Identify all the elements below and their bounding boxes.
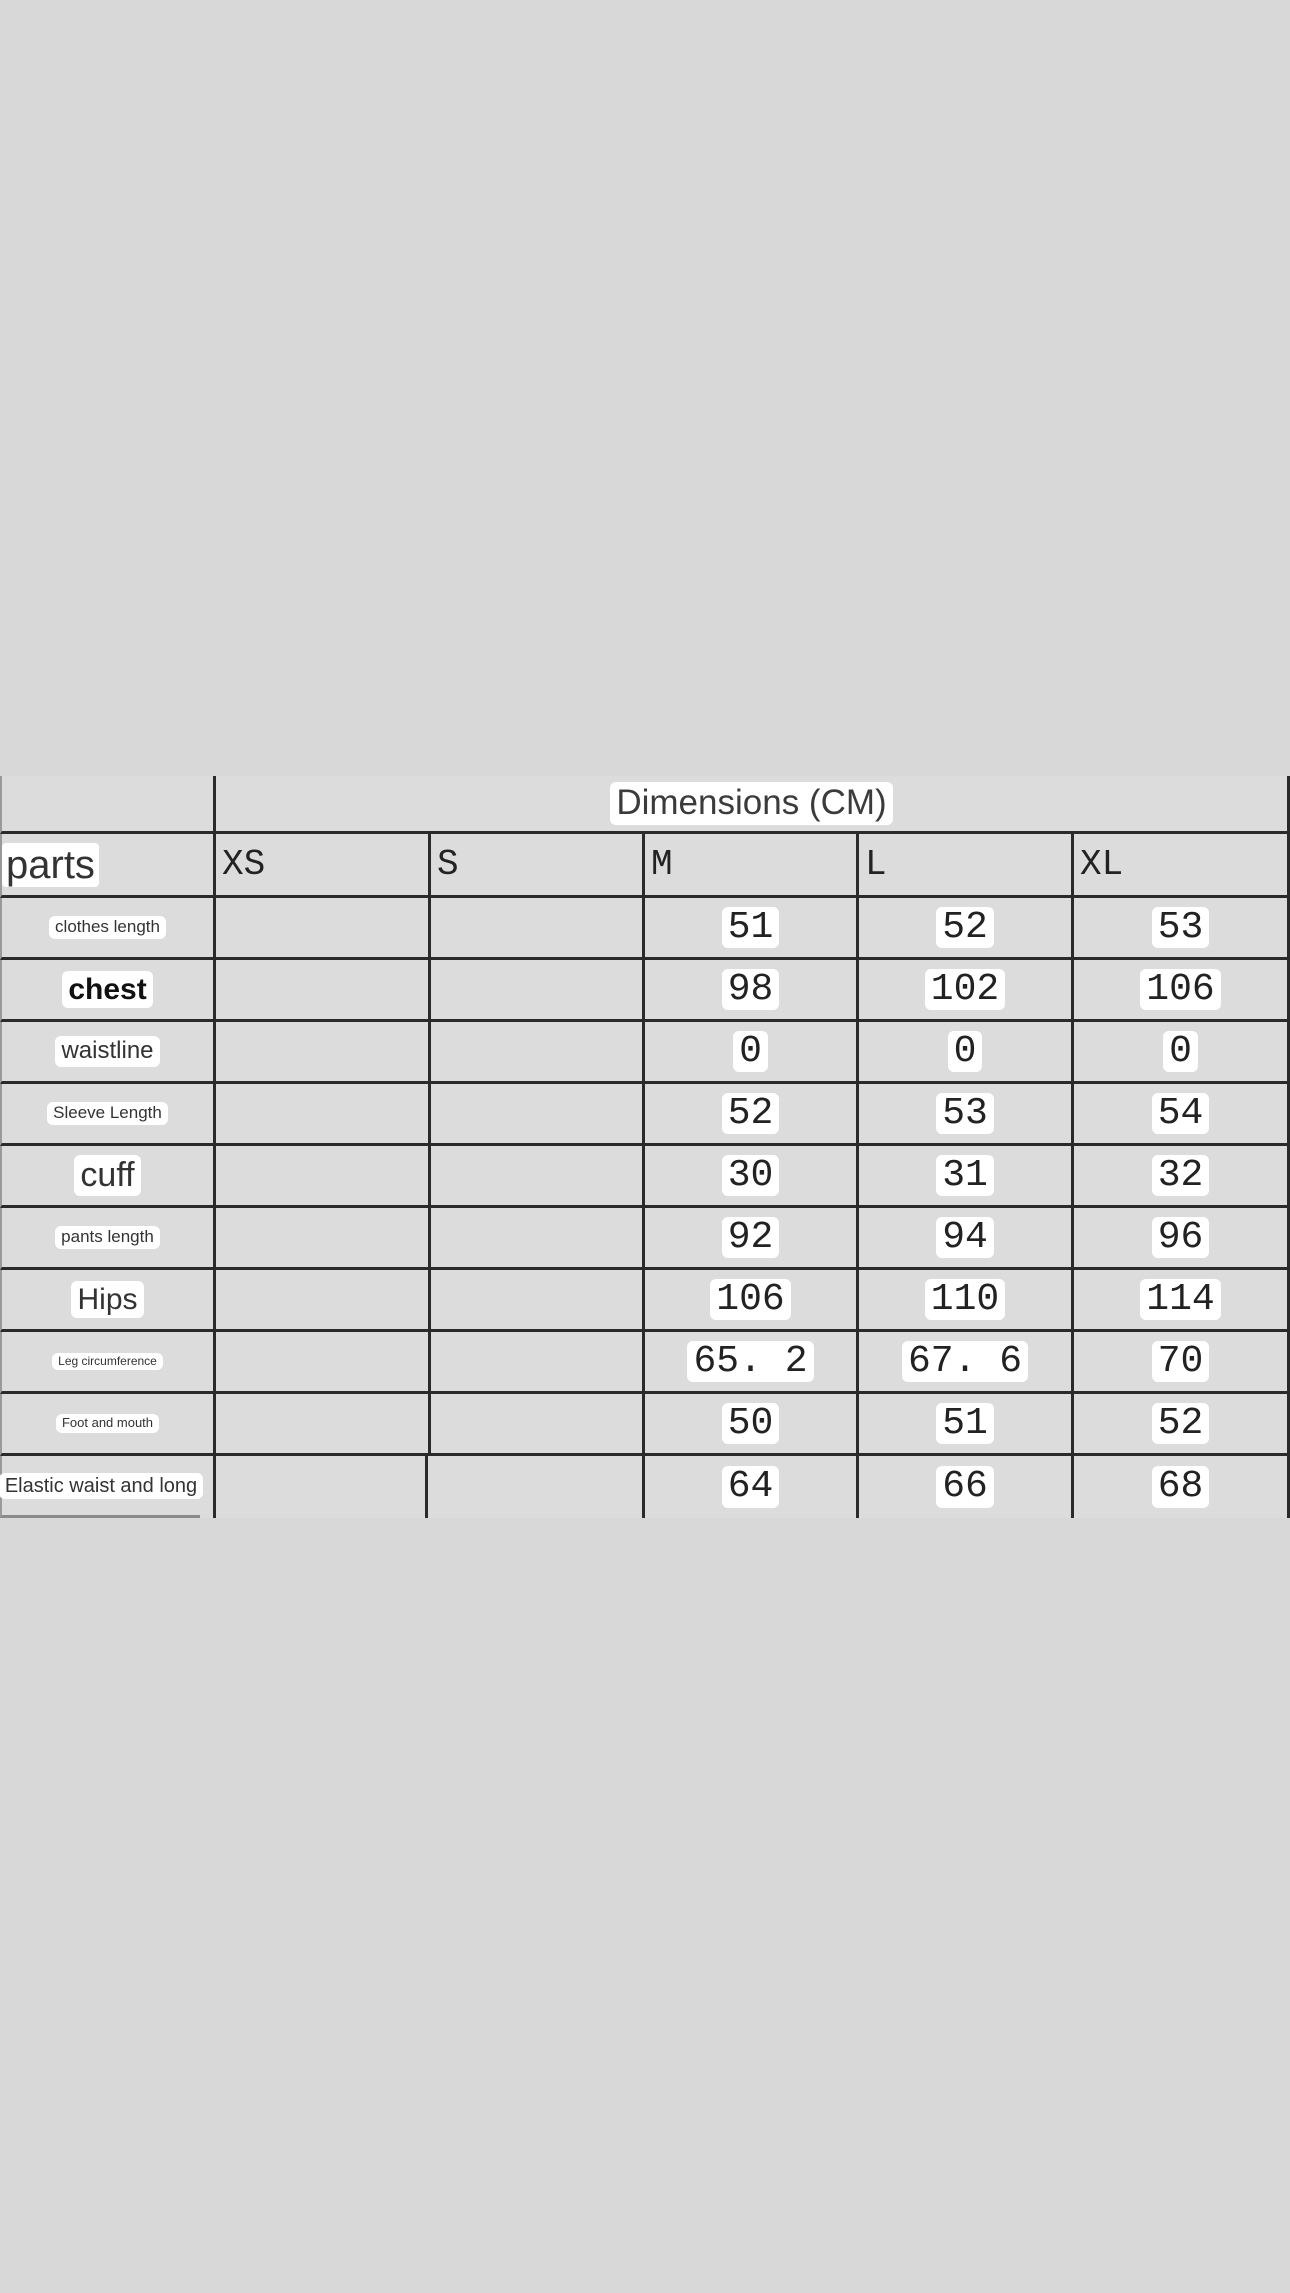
value: 102 bbox=[925, 969, 1005, 1011]
row-label-cell bbox=[0, 898, 216, 960]
title-row bbox=[0, 776, 1290, 834]
value-cell-xs bbox=[216, 1208, 431, 1270]
value-cell-m bbox=[645, 1084, 859, 1146]
value: 66 bbox=[936, 1466, 994, 1508]
value-cell-xl bbox=[1074, 1456, 1290, 1518]
value-cell-m bbox=[645, 960, 859, 1022]
title-row-corner-cell bbox=[0, 776, 216, 834]
table-title: Dimensions (CM) bbox=[610, 782, 892, 825]
value: 31 bbox=[936, 1155, 994, 1197]
value-cell-s bbox=[431, 1332, 645, 1394]
value-cell-xl bbox=[1074, 1208, 1290, 1270]
value-cell-s bbox=[431, 1208, 645, 1270]
value: 110 bbox=[925, 1279, 1005, 1321]
row-label: Elastic waist and long bbox=[0, 1473, 203, 1499]
size-header-m: M bbox=[645, 834, 859, 898]
row-label: Leg circumference bbox=[52, 1353, 163, 1370]
value: 70 bbox=[1152, 1341, 1210, 1383]
value-cell-s bbox=[431, 898, 645, 960]
value-cell-m bbox=[645, 1394, 859, 1456]
table-row bbox=[0, 1084, 1290, 1146]
value: 114 bbox=[1140, 1279, 1220, 1321]
table-row bbox=[0, 1270, 1290, 1332]
value-cell-xl bbox=[1074, 1084, 1290, 1146]
row-label-cell bbox=[0, 1208, 216, 1270]
value-cell-l bbox=[859, 1208, 1074, 1270]
table-row bbox=[0, 1332, 1290, 1394]
value: 94 bbox=[936, 1217, 994, 1259]
row-label: pants length bbox=[55, 1226, 160, 1249]
row-label: waistline bbox=[55, 1036, 159, 1066]
value-cell-m bbox=[645, 1208, 859, 1270]
value: 30 bbox=[722, 1155, 780, 1197]
value-cell-xl bbox=[1074, 898, 1290, 960]
value-cell-s bbox=[431, 960, 645, 1022]
row-label-cell bbox=[0, 960, 216, 1022]
parts-header: parts bbox=[2, 843, 99, 887]
value: 96 bbox=[1152, 1217, 1210, 1259]
value: 32 bbox=[1152, 1155, 1210, 1197]
value-cell-l bbox=[859, 898, 1074, 960]
value: 106 bbox=[1140, 969, 1220, 1011]
row-label: Hips bbox=[71, 1281, 143, 1318]
header-row bbox=[0, 834, 1290, 898]
table-row bbox=[0, 1208, 1290, 1270]
value-cell-l bbox=[859, 1270, 1074, 1332]
value: 0 bbox=[733, 1031, 768, 1073]
value: 67. 6 bbox=[902, 1341, 1028, 1383]
value: 51 bbox=[936, 1403, 994, 1445]
value-cell-xs bbox=[216, 960, 431, 1022]
row-label-cell bbox=[0, 1146, 216, 1208]
value-cell-xs bbox=[216, 1022, 431, 1084]
row-label-cell bbox=[0, 1394, 216, 1456]
value: 92 bbox=[722, 1217, 780, 1259]
row-label-cell bbox=[0, 1332, 216, 1394]
value-cell-l bbox=[859, 1394, 1074, 1456]
row-label: Sleeve Length bbox=[47, 1102, 168, 1125]
row-label: clothes length bbox=[49, 916, 166, 939]
size-header-l: L bbox=[859, 834, 1074, 898]
row-label-cell bbox=[0, 1456, 200, 1518]
value-cell-xl bbox=[1074, 1394, 1290, 1456]
row-label-cell bbox=[0, 1022, 216, 1084]
value: 64 bbox=[722, 1466, 780, 1508]
value: 52 bbox=[936, 907, 994, 949]
value-cell-xs bbox=[216, 1332, 431, 1394]
value-cell-m bbox=[645, 1332, 859, 1394]
value-cell-xs bbox=[216, 1394, 431, 1456]
value: 106 bbox=[710, 1279, 790, 1321]
value-cell-l bbox=[859, 1332, 1074, 1394]
value-cell-xl bbox=[1074, 960, 1290, 1022]
row-label: chest bbox=[62, 971, 152, 1008]
value: 50 bbox=[722, 1403, 780, 1445]
value: 52 bbox=[1152, 1403, 1210, 1445]
value: 53 bbox=[936, 1093, 994, 1135]
size-header-xs: XS bbox=[216, 834, 431, 898]
value-cell-xl bbox=[1074, 1146, 1290, 1208]
size-header-xl: XL bbox=[1074, 834, 1290, 898]
value-cell-s bbox=[431, 1146, 645, 1208]
row-label: cuff bbox=[74, 1155, 140, 1196]
value-cell-s bbox=[431, 1022, 645, 1084]
value-cell-xs bbox=[216, 898, 431, 960]
value-cell-xs bbox=[213, 1456, 428, 1518]
table-row bbox=[0, 898, 1290, 960]
value-cell-s bbox=[431, 1084, 645, 1146]
value-cell-l bbox=[859, 1146, 1074, 1208]
value-cell-m bbox=[645, 1456, 859, 1518]
value: 65. 2 bbox=[687, 1341, 813, 1383]
value-cell-s bbox=[431, 1394, 645, 1456]
value: 51 bbox=[722, 907, 780, 949]
row-label-cell bbox=[0, 1084, 216, 1146]
value-cell-xs bbox=[216, 1270, 431, 1332]
value: 53 bbox=[1152, 907, 1210, 949]
value-cell-l bbox=[859, 1022, 1074, 1084]
value: 68 bbox=[1152, 1466, 1210, 1508]
value: 0 bbox=[1163, 1031, 1198, 1073]
value-cell-m bbox=[645, 898, 859, 960]
row-label: Foot and mouth bbox=[56, 1414, 159, 1432]
table-row bbox=[0, 1146, 1290, 1208]
table-row bbox=[0, 960, 1290, 1022]
value-cell-xs bbox=[216, 1084, 431, 1146]
value-cell-xl bbox=[1074, 1332, 1290, 1394]
row-label-cell bbox=[0, 1270, 216, 1332]
value-cell-l bbox=[859, 1084, 1074, 1146]
value: 98 bbox=[722, 969, 780, 1011]
value-cell-m bbox=[645, 1270, 859, 1332]
value-cell-l bbox=[859, 960, 1074, 1022]
value-cell-s bbox=[431, 1456, 645, 1518]
size-header-s: S bbox=[431, 834, 645, 898]
value: 0 bbox=[948, 1031, 983, 1073]
value-cell-m bbox=[645, 1022, 859, 1084]
value-cell-xl bbox=[1074, 1270, 1290, 1332]
value-cell-m bbox=[645, 1146, 859, 1208]
value-cell-xs bbox=[216, 1146, 431, 1208]
value-cell-s bbox=[431, 1270, 645, 1332]
value: 52 bbox=[722, 1093, 780, 1135]
size-chart-table bbox=[0, 776, 1290, 1518]
value-cell-xl bbox=[1074, 1022, 1290, 1084]
title-cell bbox=[216, 776, 1290, 834]
table-row bbox=[0, 1022, 1290, 1084]
table-row bbox=[0, 1456, 1290, 1518]
value-cell-l bbox=[859, 1456, 1074, 1518]
table-row bbox=[0, 1394, 1290, 1456]
parts-header-cell bbox=[0, 834, 216, 898]
value: 54 bbox=[1152, 1093, 1210, 1135]
